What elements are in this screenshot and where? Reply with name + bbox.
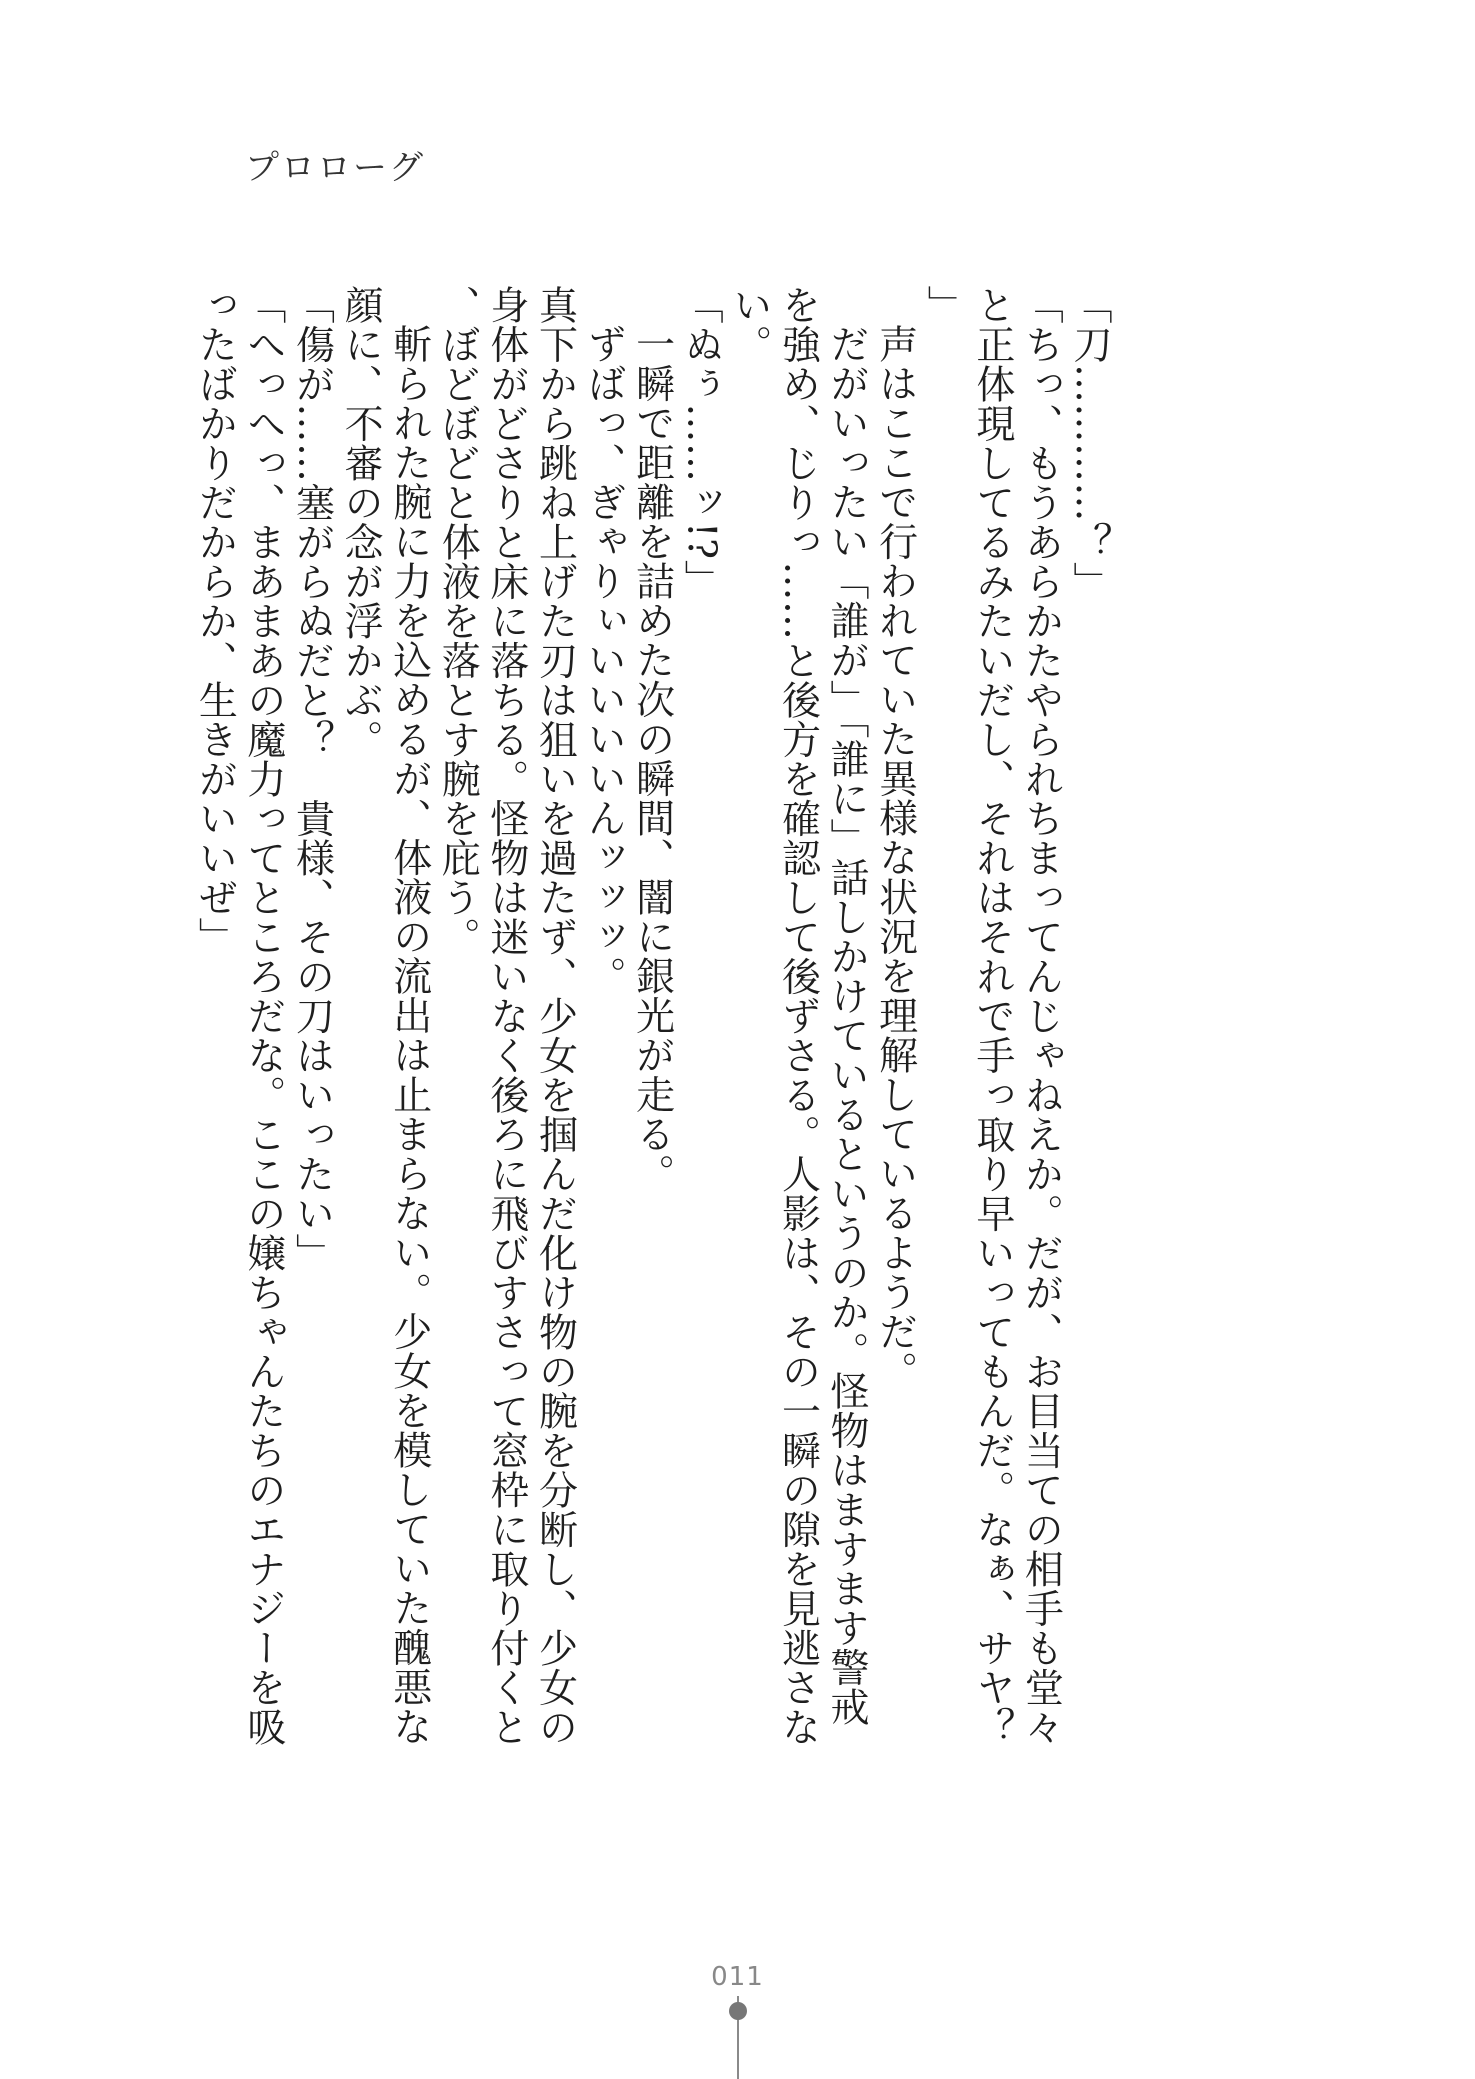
narration-paragraph: ずばっ、ぎゃりぃいいいいんッッッ。 — [581, 324, 627, 996]
narration-paragraph: 斬られた腕に力を込めるが、体液の流出は止まらない。少女を模していた醜悪な顔に、不審の念が浮かぶ。 — [338, 285, 432, 1746]
page-number: 011 — [711, 1962, 764, 1992]
dialogue-line: 「傷が……塞がらぬだと？ 貴様、その刀はいったい」 — [289, 285, 335, 1273]
dialogue-line: 「ぬぅ……ッ!?」 — [678, 285, 724, 600]
narration-paragraph: 一瞬で距離を詰めた次の瞬間、闇に銀光が走る。 — [629, 324, 675, 1193]
dialogue-line: 「へっへっ、まあまあの魔力ってところだな。ここの嬢ちゃんたちのエナジーを吸ったばかりだからか、生きがいいぜ」 — [192, 285, 286, 1747]
dialogue-line: 「ちっ、もうあらかたやられちまってんじゃねえか。だが、お目当ての相手も堂々と正体現してるみたいだし、それはそれで手っ取り早いってもんだ。なぁ、サヤ？」 — [921, 285, 1064, 1747]
narration-paragraph: 真下から跳ね上げた刃は狙いを過たず、少女を掴んだ化け物の腕を分断し、少女の身体がどさりと床に落ちる。怪物は迷いなく後ろに飛びすさって窓枠に取り付くと、ぼどぼどと体液を落とす腕を庇う。 — [435, 285, 578, 1747]
page-marker-dot — [729, 2002, 747, 2020]
dialogue-line: 「刀…………？」 — [1067, 285, 1112, 601]
narration-paragraph: だがいったい「誰が」「誰に」話しかけているというのか。怪物はますます警戒を強め、じりっ……と後方を確認して後ずさる。人影は、その一瞬の隙を見逃さない。 — [726, 285, 870, 1747]
body-text — [190, 285, 1113, 1765]
narration-paragraph: 声はここで行われていた異様な状況を理解しているようだ。 — [872, 324, 918, 1391]
chapter-title: プロローグ — [245, 148, 425, 188]
